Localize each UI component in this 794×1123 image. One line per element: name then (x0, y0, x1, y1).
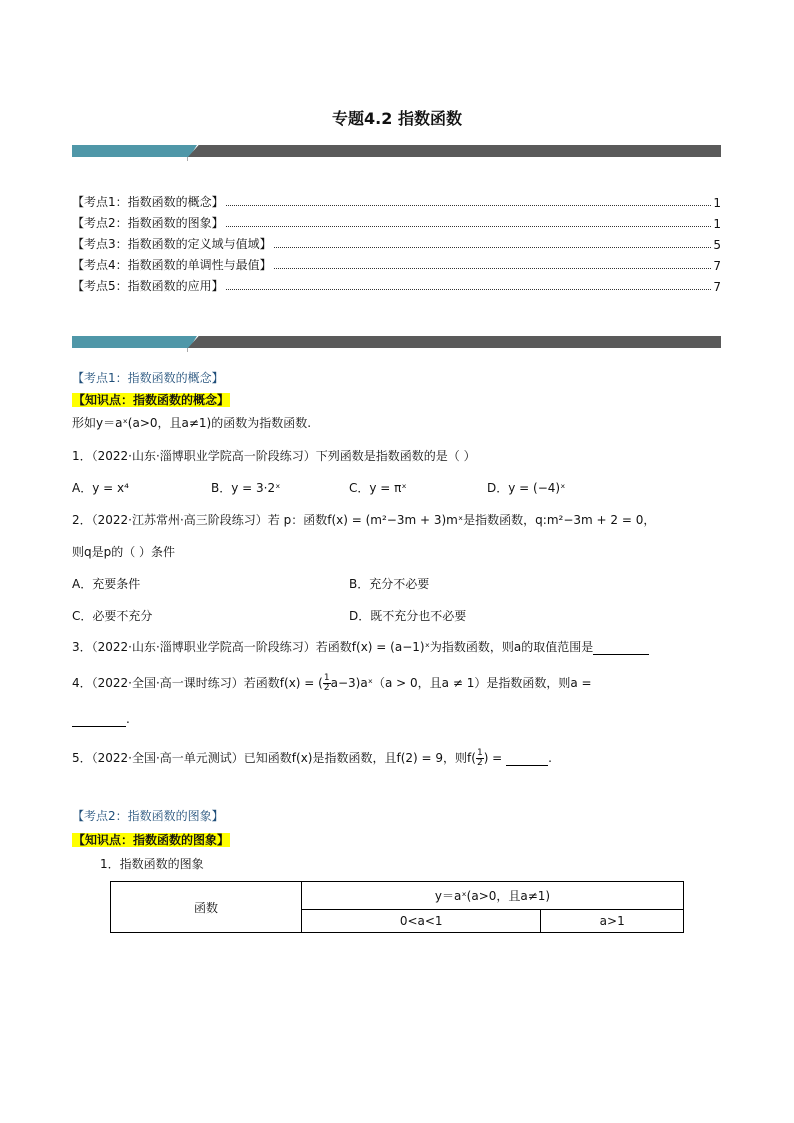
answer-blank[interactable] (506, 751, 548, 766)
table-cell: a>1 (541, 909, 684, 932)
q2-option-b[interactable]: B．充分不必要 (349, 577, 430, 591)
section-heading: 【考点2：指数函数的图象】 (72, 809, 224, 823)
subheading: 1．指数函数的图象 (100, 857, 204, 871)
table-cell: 函数 (111, 882, 302, 933)
question-4: 4．（2022·全国·高一课时练习）若函数f(x) = ( $\frac{1}{2}$ a−3)aˣ（a > 0，且a ≠ 1）是指数函数，则a = (72, 673, 592, 693)
table-header-cell: y＝aˣ(a>0，且a≠1) (302, 882, 684, 910)
q1-option-a[interactable]: A．y = x⁴ (72, 481, 129, 495)
question-2-cont: 则q是p的（ ）条件 (72, 545, 176, 559)
q1-option-c[interactable]: C．y = πˣ (349, 481, 407, 495)
question-2: 2．（2022·江苏常州·高三阶段练习）若 p：函数f(x) = (m²−3m + 3)mˣ是指数函数，q:m²−3m + 2 = 0， (72, 513, 656, 527)
title-banner (72, 145, 721, 157)
graph-table (110, 881, 684, 933)
question-4-answer: . (72, 712, 130, 727)
definition-text: 形如y＝aˣ(a>0，且a≠1)的函数为指数函数. (72, 416, 312, 430)
answer-blank[interactable] (593, 640, 649, 655)
q2-option-a[interactable]: A．充要条件 (72, 577, 141, 591)
knowledge-point-label: 【知识点：指数函数的图象】 (73, 833, 230, 847)
q2-option-c[interactable]: C．必要不充分 (72, 609, 153, 623)
question-3: 3．（2022·山东·淄博职业学院高一阶段练习）若函数f(x) = (a−1)ˣ为指数函数，则a的取值范围是 (72, 638, 649, 655)
section-banner (72, 336, 721, 348)
toc-item[interactable]: 【考点3：指数函数的定义域与值域】 5 (72, 237, 721, 252)
question-1: 1．（2022·山东·淄博职业学院高一阶段练习）下列函数是指数函数的是（ ） (72, 449, 476, 463)
answer-blank[interactable] (72, 712, 126, 727)
q2-option-d[interactable]: D．既不充分也不必要 (349, 609, 467, 623)
toc-item[interactable]: 【考点2：指数函数的图象】 1 (72, 216, 721, 231)
fraction: $\frac{1}{2}$ (476, 748, 483, 768)
table-cell: 0<a<1 (302, 909, 541, 932)
toc-item[interactable]: 【考点5：指数函数的应用】 7 (72, 279, 721, 294)
section-heading: 【考点1：指数函数的概念】 (72, 371, 224, 385)
page-title: 专题4.2 指数函数 (332, 109, 462, 128)
toc-item[interactable]: 【考点1：指数函数的概念】 1 (72, 195, 721, 210)
q1-option-b[interactable]: B．y = 3·2ˣ (211, 481, 281, 495)
q1-option-d[interactable]: D．y = (−4)ˣ (487, 481, 566, 495)
fraction: $\frac{1}{2}$ (323, 673, 330, 693)
toc-item[interactable]: 【考点4：指数函数的单调性与最值】 7 (72, 258, 721, 273)
question-5: 5．（2022·全国·高一单元测试）已知函数f(x)是指数函数，且f(2) = 9，则f( $\frac{1}{2}$ ) = . (72, 748, 552, 768)
knowledge-point-label: 【知识点：指数函数的概念】 (73, 393, 230, 407)
